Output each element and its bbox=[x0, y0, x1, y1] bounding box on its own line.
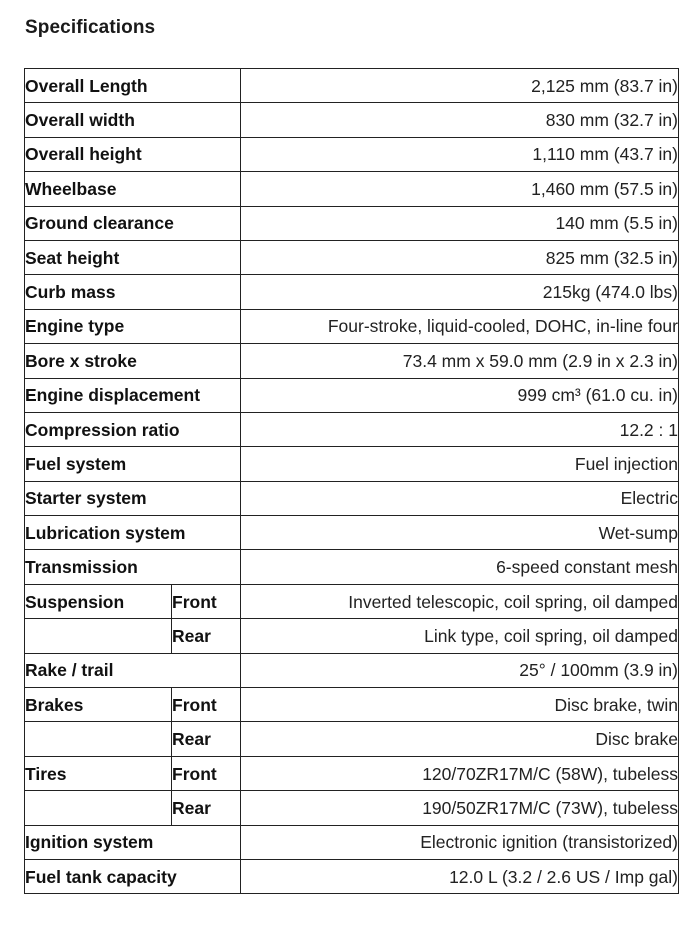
spec-value: 25° / 100mm (3.9 in) bbox=[241, 653, 679, 687]
spec-value: 120/70ZR17M/C (58W), tubeless bbox=[241, 756, 679, 790]
page-title: Specifications bbox=[25, 17, 156, 38]
spec-row-lubrication-system bbox=[25, 516, 679, 550]
spec-sublabel: Rear bbox=[172, 619, 241, 653]
spec-label: Overall Length bbox=[25, 69, 241, 103]
spec-row-ground-clearance bbox=[25, 206, 679, 240]
spec-value: 6-speed constant mesh bbox=[241, 550, 679, 584]
spec-label-empty bbox=[25, 722, 172, 756]
spec-value: Link type, coil spring, oil damped bbox=[241, 619, 679, 653]
spec-value: Four-stroke, liquid-cooled, DOHC, in-line four bbox=[241, 309, 679, 343]
spec-label: Compression ratio bbox=[25, 412, 241, 446]
spec-row-transmission bbox=[25, 550, 679, 584]
spec-value: 1,460 mm (57.5 in) bbox=[241, 172, 679, 206]
spec-row-rake-trail bbox=[25, 653, 679, 687]
spec-value: 73.4 mm x 59.0 mm (2.9 in x 2.3 in) bbox=[241, 344, 679, 378]
spec-value: Electronic ignition (transistorized) bbox=[241, 825, 679, 859]
spec-label: Seat height bbox=[25, 240, 241, 274]
spec-label: Lubrication system bbox=[25, 516, 241, 550]
specifications-table bbox=[24, 68, 679, 894]
spec-sublabel: Front bbox=[172, 756, 241, 790]
spec-value: 12.0 L (3.2 / 2.6 US / Imp gal) bbox=[241, 859, 679, 893]
spec-value: Fuel injection bbox=[241, 447, 679, 481]
spec-label: Wheelbase bbox=[25, 172, 241, 206]
spec-value: 825 mm (32.5 in) bbox=[241, 240, 679, 274]
spec-value: 12.2 : 1 bbox=[241, 412, 679, 446]
spec-label: Rake / trail bbox=[25, 653, 241, 687]
spec-row-wheelbase bbox=[25, 172, 679, 206]
spec-row-tires-front bbox=[25, 756, 679, 790]
spec-label: Fuel system bbox=[25, 447, 241, 481]
spec-value: Disc brake bbox=[241, 722, 679, 756]
spec-row-fuel-system bbox=[25, 447, 679, 481]
spec-row-starter-system bbox=[25, 481, 679, 515]
spec-value: 2,125 mm (83.7 in) bbox=[241, 69, 679, 103]
spec-value: 999 cm³ (61.0 cu. in) bbox=[241, 378, 679, 412]
spec-value: 140 mm (5.5 in) bbox=[241, 206, 679, 240]
spec-row-suspension-rear bbox=[25, 619, 679, 653]
spec-row-engine-displacement bbox=[25, 378, 679, 412]
spec-row-engine-type bbox=[25, 309, 679, 343]
spec-value: Electric bbox=[241, 481, 679, 515]
spec-value: 1,110 mm (43.7 in) bbox=[241, 137, 679, 171]
spec-value: 215kg (474.0 lbs) bbox=[241, 275, 679, 309]
spec-label: Curb mass bbox=[25, 275, 241, 309]
spec-label: Engine type bbox=[25, 309, 241, 343]
spec-sublabel: Front bbox=[172, 584, 241, 618]
spec-row-suspension-front bbox=[25, 584, 679, 618]
spec-label: Bore x stroke bbox=[25, 344, 241, 378]
spec-value: 830 mm (32.7 in) bbox=[241, 103, 679, 137]
spec-value: 190/50ZR17M/C (73W), tubeless bbox=[241, 791, 679, 825]
spec-value: Disc brake, twin bbox=[241, 688, 679, 722]
spec-sublabel: Rear bbox=[172, 791, 241, 825]
spec-row-brakes-front bbox=[25, 688, 679, 722]
spec-row-seat-height bbox=[25, 240, 679, 274]
spec-label: Overall width bbox=[25, 103, 241, 137]
spec-label: Suspension bbox=[25, 584, 172, 618]
spec-value: Wet-sump bbox=[241, 516, 679, 550]
spec-row-tires-rear bbox=[25, 791, 679, 825]
spec-label-empty bbox=[25, 619, 172, 653]
spec-sublabel: Rear bbox=[172, 722, 241, 756]
spec-label: Starter system bbox=[25, 481, 241, 515]
spec-row-curb-mass bbox=[25, 275, 679, 309]
spec-row-compression-ratio bbox=[25, 412, 679, 446]
spec-row-bore-stroke bbox=[25, 344, 679, 378]
spec-sublabel: Front bbox=[172, 688, 241, 722]
spec-label-empty bbox=[25, 791, 172, 825]
spec-label: Ignition system bbox=[25, 825, 241, 859]
spec-row-fuel-tank-capacity bbox=[25, 859, 679, 893]
spec-row-overall-length bbox=[25, 69, 679, 103]
spec-label: Fuel tank capacity bbox=[25, 859, 241, 893]
spec-label: Brakes bbox=[25, 688, 172, 722]
spec-row-ignition-system bbox=[25, 825, 679, 859]
spec-value: Inverted telescopic, coil spring, oil damped bbox=[241, 584, 679, 618]
spec-row-overall-width bbox=[25, 103, 679, 137]
spec-label: Transmission bbox=[25, 550, 241, 584]
spec-label: Overall height bbox=[25, 137, 241, 171]
spec-row-overall-height bbox=[25, 137, 679, 171]
spec-label: Engine displacement bbox=[25, 378, 241, 412]
spec-row-brakes-rear bbox=[25, 722, 679, 756]
spec-label: Ground clearance bbox=[25, 206, 241, 240]
spec-label: Tires bbox=[25, 756, 172, 790]
